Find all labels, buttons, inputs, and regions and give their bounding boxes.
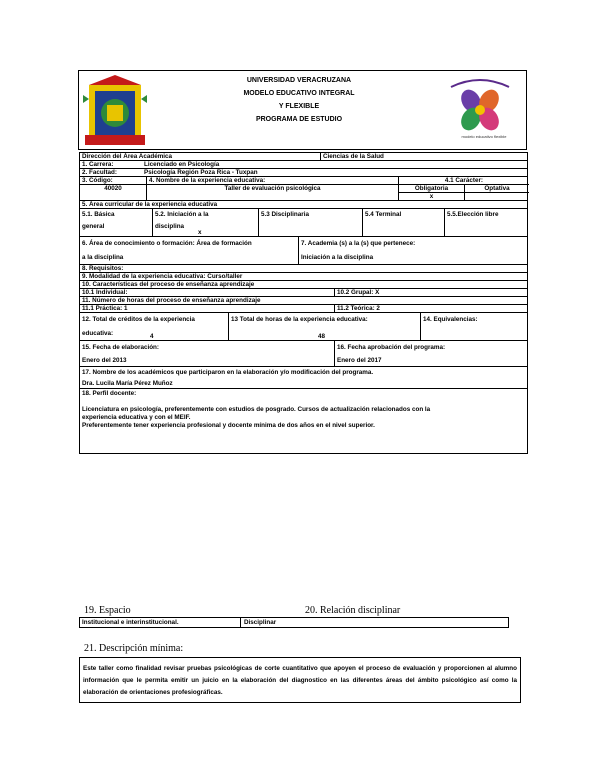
direccion-value: Ciencias de la Salud <box>320 153 529 160</box>
header-flexible: Y FLEXIBLE <box>278 103 320 110</box>
row-carrera <box>80 161 527 169</box>
academia-line2: Iniciación a la disciplina <box>301 254 374 261</box>
row-requisitos <box>80 265 527 273</box>
program-form-table <box>79 152 528 454</box>
area-curricular-label: 5. Área curricular de la experiencia educativa <box>82 201 218 208</box>
academia <box>298 237 529 264</box>
university-seal-logo <box>83 75 147 147</box>
area-iniciacion-line2: disciplina <box>155 223 185 230</box>
document-header <box>78 70 527 150</box>
codigo-value: 40020 <box>104 185 122 192</box>
perfil-line1: Licenciatura en psicología, preferentemente con estudios de posgrado. Cursos de actualización relacionados con la <box>82 406 431 413</box>
teorica-label: 11.2 Teórica: 2 <box>334 305 529 312</box>
modalidad-label: 9. Modalidad de la experiencia educativa: Curso/taller <box>82 273 243 280</box>
creditos-line2: educativa: <box>82 330 114 337</box>
section-21-title: 21. Descripción mínima: <box>84 643 184 654</box>
row-conocimiento <box>80 237 527 265</box>
individual-label: 10.1 Individual: <box>82 289 128 296</box>
perfil-label: 18. Perfil docente: <box>82 390 137 397</box>
fecha-elaboracion-label: 15. Fecha de elaboración: <box>82 344 159 351</box>
row-direccion <box>80 153 527 161</box>
descripcion-minima: Este taller como finalidad revisar pruebas psicológicas de corte cuantitativo que apoyen el proceso de evaluación y proporcionen al alumno información que le permita emitir un juicio en la elaboración del diagnostico en las diferentes áreas del ámbito psicológico así como la elaboración de orientaciones profesiográficas. <box>79 657 521 703</box>
academicos-value: Dra. Lucila María Pérez Muñoz <box>82 380 173 387</box>
caracteristicas-label: 10. Características del proceso de enseñanza aprendizaje <box>82 281 255 288</box>
row-practica-teorica <box>80 305 527 313</box>
area-basica-line2: general <box>82 223 105 230</box>
relacion-value: Disciplinar <box>240 618 276 627</box>
grupal-label: 10.2 Grupal: X <box>334 289 529 296</box>
row-perfil <box>80 389 527 454</box>
row-academicos <box>80 367 527 389</box>
meif-logo-caption: modelo educativo flexible <box>461 134 507 139</box>
row-numero-horas <box>80 297 527 305</box>
area-conocimiento-line1: 6. Área de conocimiento o formación: Área de formación <box>82 240 252 247</box>
section-19-title: 19. Espacio <box>84 605 131 616</box>
espacio-relacion-table <box>79 617 509 628</box>
row-codigo <box>80 177 527 201</box>
fecha-aprobacion-label: 16. Fecha aprobación del programa: <box>337 344 446 351</box>
carrera-value: Licenciado en Psicología <box>144 161 220 168</box>
section-20-title: 20. Relación disciplinar <box>305 605 401 616</box>
fecha-aprobacion <box>334 341 529 366</box>
equivalencias-label: 14. Equivalencias: <box>420 313 529 340</box>
creditos <box>80 313 228 340</box>
facultad-value: Psicología Región Poza Rica - Tuxpan <box>144 169 258 176</box>
row-modalidad <box>80 273 527 281</box>
facultad-label: 2. Facultad: <box>82 169 117 176</box>
caracter-obligatoria-mark: x <box>398 193 464 201</box>
espacio-value: Institucional e interinstitucional. <box>82 619 179 626</box>
carrera-label: 1. Carrera: <box>82 161 114 168</box>
area-eleccion-libre: 5.5.Elección libre <box>444 209 529 236</box>
header-titles <box>209 74 389 126</box>
fecha-aprobacion-value: Enero del 2017 <box>337 357 382 364</box>
row-individual-grupal <box>80 289 527 297</box>
nombre-label: 4. Nombre de la experiencia educativa: <box>146 177 398 185</box>
codigo-label: 3. Código: <box>80 177 146 185</box>
caracter-label: 4.1 Carácter: <box>398 177 529 185</box>
area-iniciacion-line1: 5.2. Iniciación a la <box>155 211 209 218</box>
row-areas <box>80 209 527 237</box>
header-university: UNIVERSIDAD VERACRUZANA <box>246 77 352 84</box>
row-caracteristicas <box>80 281 527 289</box>
area-conocimiento <box>80 237 298 264</box>
row-creditos <box>80 313 527 341</box>
nombre-value: Taller de evaluación psicológica <box>146 185 398 201</box>
academia-line1: 7. Academia (s) a la (s) que pertenece: <box>301 240 416 247</box>
area-terminal: 5.4 Terminal <box>362 209 444 236</box>
area-basica-line1: 5.1. Básica <box>82 211 115 218</box>
area-conocimiento-line2: a la disciplina <box>82 254 124 261</box>
caracter-optativa: Optativa <box>464 185 529 193</box>
caracter-obligatoria: Obligatoria <box>398 185 464 193</box>
numero-horas-label: 11. Número de horas del proceso de enseñanza aprendizaje <box>82 297 261 304</box>
creditos-value: 4 <box>150 333 154 340</box>
perfil-docente <box>80 389 529 454</box>
fecha-elaboracion <box>80 341 334 366</box>
fecha-elaboracion-value: Enero del 2013 <box>82 357 127 364</box>
row-area-curricular <box>80 201 527 209</box>
row-fechas <box>80 341 527 367</box>
area-basica <box>80 209 152 236</box>
practica-label: 11.1 Práctica: 1 <box>82 305 128 312</box>
header-program: PROGRAMA DE ESTUDIO <box>255 116 343 123</box>
requisitos-label: 8. Requisitos: <box>82 265 124 272</box>
row-facultad <box>80 169 527 177</box>
area-iniciacion <box>152 209 258 236</box>
academicos-label: 17. Nombre de los académicos que participaron en la elaboración y/o modificación del programa. <box>82 369 374 376</box>
creditos-line1: 12. Total de créditos de la experiencia <box>82 316 195 323</box>
meif-logo <box>441 73 519 143</box>
perfil-line3: Preferentemente tener experiencia profesional y docente mínima de dos años en el nivel superior. <box>82 422 375 429</box>
horas-total-value: 48 <box>318 333 326 340</box>
horas-total-label: 13 Total de horas de la experiencia educativa: <box>228 313 420 340</box>
caracter-optativa-mark <box>464 193 529 201</box>
area-disciplinaria: 5.3 Disciplinaria <box>258 209 362 236</box>
area-iniciacion-mark: x <box>198 229 202 236</box>
perfil-line2: experiencia educativa y con el MEIF. <box>82 414 191 421</box>
header-model: MODELO EDUCATIVO INTEGRAL <box>243 90 355 97</box>
direccion-label: Dirección del Área Académica <box>82 153 173 160</box>
academicos <box>80 367 529 388</box>
